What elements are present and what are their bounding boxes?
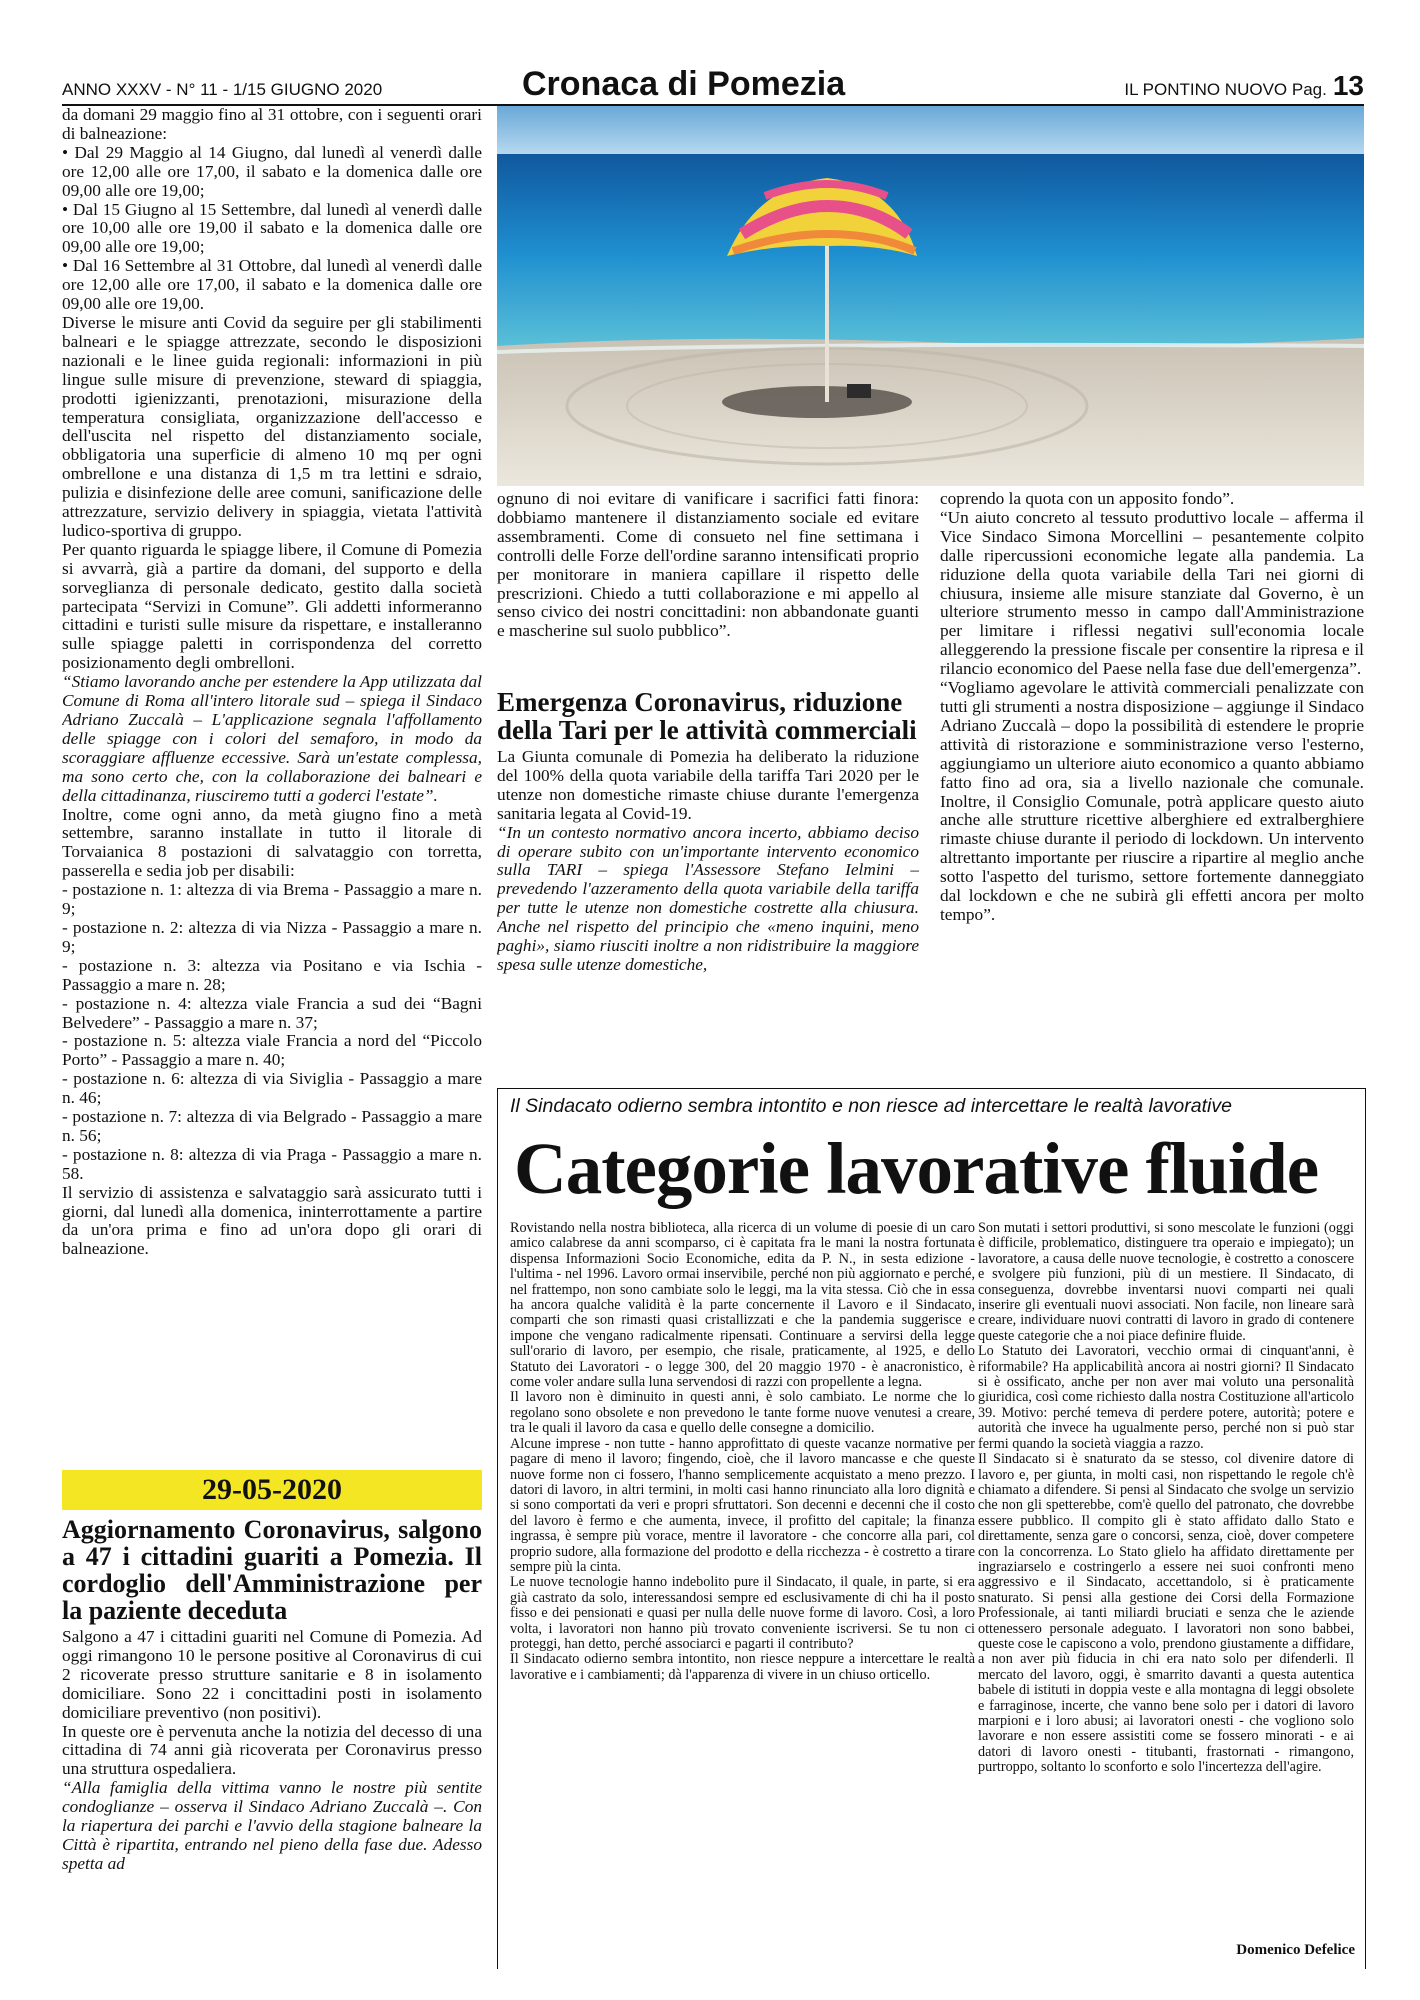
quote-paragraph: “In un contesto normativo ancora incerto, abbiamo deciso di operare subito con un'importante intervento economico sulla TARI – spiega l'Assessore Stefano Ielmini – prevedendo l'azzeramento della quota variabile della tariffa per tutte le utenze non domestiche costrette alla chiusura. Anche nel rispetto del principio che «meno inquini, meno paghi», siamo riusciti inoltre a non ridistribuire la maggiore spesa sulle utenze domestiche,	[497, 822, 919, 974]
beach-umbrella-photo	[497, 106, 1364, 486]
paragraph: Rovistando nella nostra biblioteca, alla ricerca di un volume di poesie di un caro amico calabrese da anni scomparso, ci è capitata fra le mani la nostra fortunata dispensa Informazioni Socio Economiche, edita da P. N., in sesta edizione - l'ultima - nel 1996. Lavoro ormai inservibile, perché non più aggiornato e perché, nel frattempo, non sono cambiate solo le leggi, ma la vita stessa. Ciò che in essa ha ancora qualche validità è la parte concernente il Lavoro e il Sindacato, comparti che son rimasti quasi cristallizzati e che la pandemia suggerisce e impone che vengano radicalmente ripensati. Continuare a servirsi della legge sull'orario di lavoro, per esempio, che risale, praticamente, al 1925, e dello Statuto dei Lavoratori - o legge 300, del 20 maggio 1970 - è anacronistico, è come voler andare sulla luna servendosi di razzi con propellente a legna.	[510, 1221, 975, 1391]
paragraph: • Dal 16 Settembre al 31 Ottobre, dal lunedì al venerdì dalle ore 12,00 alle ore 17,00, il sabato e la domenica dalle ore 09,00 alle ore 19,00.	[62, 256, 482, 314]
list-item: - postazione n. 4: altezza viale Francia a sud dei “Bagni Belvedere” - Passaggio a mare n. 37;	[62, 993, 482, 1032]
paragraph: Per quanto riguarda le spiagge libere, il Comune di Pomezia si avvarrà, già a partire da domani, del supporto e della sorveglianza di personale dedicato, gestito dalla società partecipata “Servizi in Comune”. Gli addetti informeranno cittadini e turisti sulle misure da rispettare, e installeranno sulle spiagge paletti in corrispondenza del corretto posizionamento degli ombrelloni.	[62, 539, 482, 673]
paragraph: coprendo la quota con un apposito fondo”.	[940, 490, 1235, 508]
list-item: - postazione n. 1: altezza di via Brema - Passaggio a mare n. 9;	[62, 880, 482, 919]
page-number: 13	[1332, 70, 1364, 101]
paragraph: Il Sindacato odierno sembra intontito, non riesce neppure a intercettare le realtà lavorative e i cambiamenti; dà l'apparenza di vivere in un chiuso orticello.	[510, 1651, 975, 1683]
tari-article-continued	[940, 490, 1364, 1070]
page-header	[62, 64, 1364, 106]
paragraph: Le nuove tecnologie hanno indebolito pure il Sindacato, il quale, in parte, si era già castrato da solo, interessandosi sempre ed esclusivamente di chi ha il posto fisso e dei pensionati e quasi per nulla delle nuove forme di lavoro. Così, a loro volta, i lavoratori non hanno più trovato conveniente iscriversi. Se tu non ci proteggi, han detto, perché associarci e pagarti il contributo?	[510, 1574, 975, 1652]
paragraph: Son mutati i settori produttivi, si sono mescolate le funzioni (oggi è difficile, problematico, distinguere tra operaio e impiegato); un lavoratore, a causa delle nuove tecnologie, è costretto a conoscere e svolgere più funzioni, più di un mestiere. Il Sindacato, di conseguenza, dovrebbe inventarsi nuovi comparti nei quali inserire gli eventuali nuovi associati. Non facile, non lineare sarà creare, individuare nuovi contratti di lavoro in grado di contenere queste categorie che a noi piace definire fluide.	[978, 1221, 1354, 1344]
author-signature: Domenico Defelice	[1236, 1942, 1355, 1958]
article-title: Emergenza Coronavirus, riduzione della Tari per le attività commerciali	[497, 688, 917, 745]
paragraph: Il Sindacato si è snaturato da se stesso, col divenire datore di lavoro e, per giunta, in molti casi, non rispettando le regole ch'è chiamato a difendere. Si pensi al Sindacato che svolge un servizio che non gli spetterebbe, com'è quello del patronato, che dovrebbe essere pubblico. Il compito gli è stato affidato dallo Stato e direttamente, senza gare o concorsi, senza, cioè, dover competere con la concorrenza. Lo Stato glielo ha affidato direttamente per ingraziarselo e costringerlo a essere nei suoi confronti meno aggressivo e il Sindacato, accettandolo, si è praticamente snaturato. Si pensi alla gestione dei Corsi della Formazione Professionale, ai tanti miliardi bruciati e senza che le aziende ottenessero personale adeguato. I lavoratori non sono babbei, queste cose le capiscono a volo, prendono giustamente a diffidare, a non aver più fiducia in chi era nato solo per difenderli. Il mercato del lavoro, oggi, è smarrito davanti a questa autentica babele di istituti in doppia veste e alla montagna di leggi obsolete e farraginose, incerte, che vanno bene solo per i datori di lavoro marpioni e i loro abusi; ai lavoratori onesti - che vogliono solo lavorare e non essere assistiti come se fossero minorati - e ai datori di lavoro onesti - titubanti, frastornati - rimangono, purtroppo, soltanto lo sconforto e solo l'incertezza dell'agire.	[978, 1451, 1354, 1776]
list-item: - postazione n. 5: altezza viale Francia a nord del “Piccolo Porto” - Passaggio a mare n. 40;	[62, 1031, 482, 1070]
covid-update-article	[62, 1516, 482, 1986]
paragraph: da domani 29 maggio fino al 31 ottobre, con i seguenti orari di balneazione:	[62, 106, 482, 143]
paragraph: • Dal 15 Giugno al 15 Settembre, dal lunedì al venerdì dalle ore 10,00 alle ore 19,00 il sabato e la domenica dalle ore 09,00 alle ore 19,00;	[62, 199, 482, 257]
list-item: - postazione n. 6: altezza di via Siviglia - Passaggio a mare n. 46;	[62, 1069, 482, 1108]
list-item: - postazione n. 8: altezza di via Praga - Passaggio a mare n. 58.	[62, 1144, 482, 1183]
paragraph: “Vogliamo agevolare le attività commerciali penalizzate con tutti gli strumenti a nostra disposizione – aggiunge il Sindaco Adriano Zuccalà – dopo la possibilità di estendere le proprie attività di ristorazione e somministrazione verso l'esterno, aggiungiamo un ulteriore aiuto economico a quanto abbiamo fatto fino ad ora, sia a livello nazionale che comunale. Inoltre, il Consiglio Comunale, potrà applicare questo aiuto anche alle strutture ricettive alberghiere ed extralberghiere rimaste chiuse durante il periodo di lockdown. Un intervento altrettanto importante per riuscire a ripartire al meglio anche sotto l'aspetto del turismo, settore fortemente danneggiato dal lockdown e che ne subirà gli effetti ancora per molto tempo”.	[940, 678, 1364, 924]
section-title: Cronaca di Pomezia	[522, 65, 846, 103]
paragraph: ognuno di noi evitare di vanificare i sacrifici fatti finora: dobbiamo mantenere il distanziamento sociale ed evitare assembramenti. Come di consueto nel fine settimana i controlli delle Forze dell'ordine saranno intensificati proprio per monitorare in maniera capillare il rispetto delle prescrizioni. Chiedo a tutti collaborazione e mi appello al senso civico dei nostri concittadini: non abbandonate guanti e mascherine sul suolo pubblico”.	[497, 490, 919, 641]
paragraph: Salgono a 47 i cittadini guariti nel Comune di Pomezia. Ad oggi rimangono 10 le persone positive al Coronavirus di cui 2 ricoverate presso strutture sanitarie e 8 in isolamento domiciliare. Sono 22 i concittadini posti in isolamento domiciliare preventivo (non positivi).	[62, 1627, 482, 1722]
paragraph: Diverse le misure anti Covid da seguire per gli stabilimenti balneari e le spiagge attrezzate, secondo le disposizioni nazionali e le linee guida regionali: informazioni in più lingue sulle misure di prevenzione, steward di spiaggia, prodotti igienizzanti, prenotazioni, misurazione della temperatura consigliata, organizzazione dell'accesso e dell'uscita nel rispetto del distanziamento sociale, obbligatoria una superficie di almeno 10 mq per ogni ombrellone e una distanza di 1,5 m tra lettini e sdraio, pulizia e disinfezione delle aree comuni, sanificazione delle attrezzature, servizio delivery in spiaggia, vietata l'attività ludico-sportiva di gruppo.	[62, 312, 482, 540]
date-banner: 29-05-2020	[62, 1470, 482, 1510]
paragraph: Lo Statuto dei Lavoratori, vecchio ormai di cinquant'anni, è riformabile? Ha applicabilità ancora ai nostri giorni? Il Sindacato si è ossificato, anche per non aver mai voluto una personalità giuridica, così come richiesto dalla nostra Costituzione all'articolo 39. Motivo: perché temeva di perdere potere, autorità; potere e autorità che invece ha ugualmente perso, perché non si può star fermi quando la società viaggia a razzo.	[978, 1343, 1354, 1452]
issue-info: ANNO XXXV - N° 11 - 1/15 GIUGNO 2020	[62, 80, 383, 99]
paragraph: • Dal 29 Maggio al 14 Giugno, dal lunedì al venerdì dalle ore 12,00 alle ore 17,00, il sabato e la domenica dalle ore 09,00 alle ore 19,00;	[62, 142, 482, 200]
paragraph: Il servizio di assistenza e salvataggio sarà assicurato tutti i giorni, dal lunedì alla domenica, ininterrottamente a partire da un'ora prima e fino ad un'ora dopo gli orari di balneazione.	[62, 1182, 482, 1259]
beach-photo-svg	[497, 106, 1364, 486]
opinion-column-2	[978, 1221, 1354, 1961]
paragraph: In queste ore è pervenuta anche la notizia del decesso di una cittadina di 74 anni già ricoverata per Coronavirus presso una struttura ospedaliera.	[62, 1721, 482, 1779]
opinion-box	[497, 1088, 1366, 1969]
paragraph: Il lavoro non è diminuito in questi anni, è solo cambiato. Le norme che lo regolano sono obsolete e non prevedono le tante forme nuove venutesi a creare, tra le quali il lavoro da casa e quello delle consegne a domicilio.	[510, 1389, 975, 1437]
quote-paragraph: “Stiamo lavorando anche per estendere la App utilizzata dal Comune di Roma all'intero litorale sud – spiega il Sindaco Adriano Zuccalà – L'applicazione segnala l'affollamento delle spiagge con i colori del semaforo, in modo da scoraggiare affluenze eccessive. Sarà un'estate complessa, ma sono certo che, con la collaborazione dei balneari e della cittadinanza, riusciremo tutti a goderci l'estate”.	[62, 672, 482, 805]
article-headline: Categorie lavorative fluide	[514, 1128, 1319, 1209]
beach-article-column	[62, 106, 482, 1466]
tari-article	[497, 688, 919, 1068]
paragraph: “Un aiuto concreto al tessuto produttivo locale – afferma il Vice Sindaco Simona Morcellini – pesantemente colpito dalle ripercussioni economiche legate alla pandemia. La riduzione della quota variabile della Tari nei giorni di chiusura, insieme alle misure stanziate dal Governo, è un ulteriore strumento messo in campo dall'Amministrazione per limitare i riflessi negativi sull'economia locale alleggerendo la pressione fiscale per consentire la ripresa e il rilancio economico del Paese nella fase due dell'emergenza”.	[940, 507, 1364, 679]
paper-label: IL PONTINO NUOVO Pag.	[1124, 80, 1327, 99]
paragraph: La Giunta comunale di Pomezia ha deliberato la riduzione del 100% della quota variabile della tariffa Tari 2020 per le utenze non domestiche rimaste chiuse durante l'emergenza sanitaria legata al Covid-19.	[497, 747, 919, 823]
paper-name	[1124, 70, 1364, 102]
article-title: Aggiornamento Coronavirus, salgono a 47 i cittadini guariti a Pomezia. Il cordoglio dell'Amministrazione per la paziente deceduta	[62, 1516, 482, 1625]
list-item: - postazione n. 7: altezza di via Belgrado - Passaggio a mare n. 56;	[62, 1107, 482, 1145]
quote-continuation	[497, 490, 919, 668]
paragraph: Inoltre, come ogni anno, da metà giugno fino a metà settembre, saranno installate in tutto il litorale di Torvaianica 8 postazioni di salvataggio con torretta, passerella e sedia job per disabili:	[62, 804, 482, 881]
list-item: - postazione n. 2: altezza di via Nizza - Passaggio a mare n. 9;	[62, 917, 482, 956]
quote-paragraph: “Alla famiglia della vittima vanno le nostre più sentite condoglianze – osserva il Sindaco Adriano Zuccalà –. Con la riapertura dei parchi e l'avvio della stagione balneare la Città è ripartita, entrando nel pieno della fase due. Adesso spetta ad	[62, 1778, 482, 1873]
article-kicker: Il Sindacato odierno sembra intontito e non riesce ad intercettare le realtà lavorative	[510, 1095, 1232, 1117]
list-item: - postazione n. 3: altezza via Positano e via Ischia - Passaggio a mare n. 28;	[62, 955, 482, 994]
paragraph: Alcune imprese - non tutte - hanno approfittato di queste vacanze normative per pagare di meno il lavoro; fingendo, cioè, che il lavoro mancasse e che queste nuove forme non ci fossero, l'hanno semplicemente acquistato a meno prezzo. I datori di lavoro, in altri termini, in molti casi hanno rinunciato alla loro dignità e si sono comportati da veri e propri sfruttatori. Son decenni e decenni che il costo del lavoro è fermo e che aumenta, invece, il profitto del capitale; la finanza ingrassa, è sempre più vorace, mentre il lavoratore - che concorre alla pari, col proprio sudore, alla formazione del prodotto e della ricchezza - è costretto a tirare sempre più la cinta.	[510, 1435, 975, 1575]
opinion-column-1	[510, 1221, 975, 1961]
